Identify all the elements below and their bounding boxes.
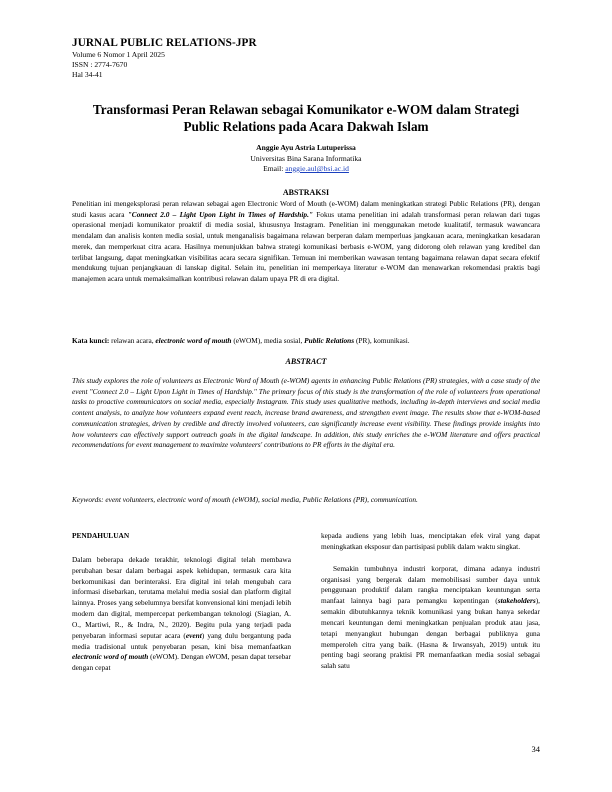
kata-kunci-ewom: electronic word of mouth [155,336,232,345]
author-email-link[interactable]: anggie.aul@bsi.ac.id [285,164,349,173]
author-name: Anggie Ayu Astria Lutuperissa [256,143,356,152]
journal-title: JURNAL PUBLIC RELATIONS-JPR [72,37,257,49]
kata-kunci-text-e: (PR), komunikasi. [354,336,410,345]
author-block [100,143,512,175]
right-paragraph-2 [321,564,540,672]
right-text-c: ), semakin dibutuhkannya teknik komunikasi yang bukan hanya sekedar mencari keuntungan demi meningkatkan penjualan produk atau jasa, tetapi menyangkut hubungan dengan berbagai publiknya guna memperoleh citra yang baik. (Hasna & Irwansyah, 2019) untuk itu penting bagi seorang praktisi PR memanfaatkan media sosial sebagai salah satu [321,596,540,671]
pendahuluan-event: event [185,630,202,640]
abstraksi-text-2: Fokus utama penelitian ini adalah transformasi peran relawan dari tugas operasional menjadi komunikator proaktif di media sosial, khususnya Instagram. Penelitian ini menggunakan metode kualitatif, termasuk wawancara mendalam dan analisis konten media sosial, untuk menganalisis bagaimana relawan berperan dalam memperluas jangkauan acara, meningkatkan kesadaran merek, dan memperkuat citra acara. Hasilnya menunjukkan bahwa strategi komunikasi berbasis e-WOM, yang didorong oleh relawan yang kredibel dan terlibat langsung, dapat meningkatkan visibilitas acara secara signifikan. Temuan ini memberikan wawasan tentang bagaimana relawan dapat secara efektif mendukung tujuan penjangkauan di lanskap digital. Selain itu, penelitian ini memperkaya literatur e-WOM dan menawarkan rekomendasi praktis bagi manajemen acara untuk memaksimalkan kontribusi relawan dalam upaya PR di era digital. [72,209,541,283]
abstraksi-event-quote: "Connect 2.0 – Light Upon Light in Times of Hardship." [127,209,313,219]
abstraksi-heading: ABSTRAKSI [282,188,330,197]
abstract-heading: ABSTRACT [285,357,327,366]
journal-header [72,36,257,80]
pendahuluan-heading: PENDAHULUAN [72,531,130,540]
right-paragraph-1: kepada audiens yang lebih luas, menciptakan efek viral yang dapat meningkatkan eksposur dan partisipasi publik dalam waktu singkat. [321,531,540,551]
journal-pages: Hal 34-41 [72,70,103,79]
pendahuluan-text-c: ) yang dulu bergantung pada media tradisional untuk penyebaran pesan, kini bisa memanfaatkan [72,630,292,651]
right-stakeholders: stakeholders [497,596,536,606]
email-label: Email: [263,164,284,173]
pendahuluan-text-e: (eWOM). Dengan eWOM, pesan dapat tersebar dengan cepat [72,652,291,673]
author-affiliation: Universitas Bina Sarana Informatika [250,153,362,163]
kata-kunci-text-c: (eWOM), media sosial, [231,336,305,345]
journal-volume: Volume 6 Nomor 1 April 2025 [72,50,165,59]
kata-kunci-pr: Public Relations [304,336,355,345]
kata-kunci [72,336,540,347]
kata-kunci-text-a: relawan acara, [109,336,156,345]
abstraksi-text-1: Penelitian ini mengeksplorasi peran relawan sebagai agen Electronic Word of Mouth (e-WOM) dalam meningkatkan strategi Public Relations (PR), dengan studi kasus acara [72,199,540,219]
pendahuluan-paragraph [72,555,291,674]
abstraksi-body [72,199,540,285]
right-column [321,531,540,672]
page-number: 34 [531,744,540,754]
author-email-line [100,164,512,175]
pendahuluan-ewom: electronic word of mouth [72,652,149,662]
keywords: Keywords: event volunteers, electronic word of mouth (eWOM), social media, Public Relations (PR), communication. [72,495,418,504]
paper-title-line-2: Public Relations pada Acara Dakwah Islam [183,119,429,134]
paper-title [60,101,552,135]
pendahuluan-text-a: Dalam beberapa dekade terakhir, teknologi digital telah membawa perubahan besar dalam berbagai aspek kehidupan, termasuk cara kita berkomunikasi dan berinteraksi. Era digital ini telah mengubah cara informasi disebarkan, terutama melalui media sosial dan platform digital lainnya. Proses yang sebelumnya bersifat konvensional kini menjadi lebih modern dan digital, mempercepat perkembangan teknologi (Siagian, A. O., Martiwi, R., & Indra, N., 2020). Begitu pula yang terjadi pada penyebaran informasi seputar acara ( [72,554,291,640]
abstract-body: This study explores the role of volunteers as Electronic Word of Mouth (e-WOM) agents in enhancing Public Relations (PR) strategies, with a case study of the event "Connect 2.0 – Light Upon Light in Times of Hardship." The primary focus of this study is the transformation of the role of volunteers from operational tasks to proactive communicators on social media, especially Instagram. This study uses qualitative methods, including in-depth interviews and social media content analysis, to analyze how volunteers expand event reach, increase brand awareness, and strengthen event image. The results show that e-WOM-based communication strategies, driven by credible and directly involved volunteers, can significantly increase event visibility. These findings provide insights into how volunteers can effectively support outreach goals in the digital landscape. In addition, this study enriches the e-WOM literature and offers practical recommendations for event management to maximize volunteers' contributions to PR efforts in the digital era. [72,376,540,450]
journal-issn: ISSN : 2774-7670 [72,60,128,69]
left-column [72,531,291,674]
right-text-a: Semakin tumbuhnya industri korporat, dimana adanya industri organisasi yang bergerak dalam memobilisasi sumber daya untuk penggunaan produktif dalam rangka menciptakan keuntungan serta manfaat lainnya bagi para pemangku kepentingan ( [321,563,540,606]
kata-kunci-label: Kata kunci: [72,336,110,345]
paper-title-line-1: Transformasi Peran Relawan sebagai Komunikator e-WOM dalam Strategi [92,102,520,117]
